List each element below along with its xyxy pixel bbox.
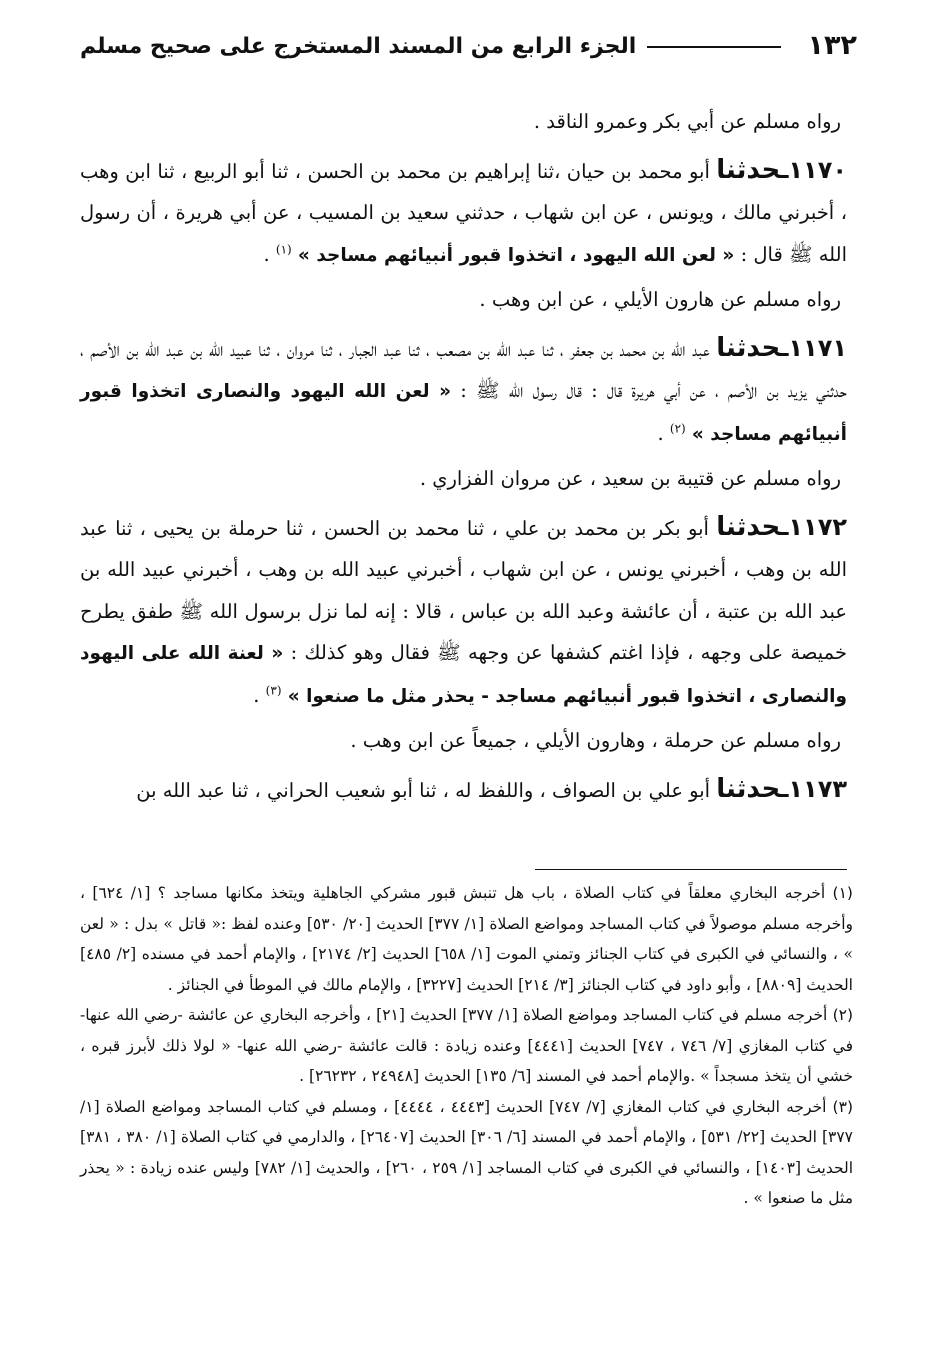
hadith-1171: ١١٧١ـحدثنا عبد الله بن محمد بن جعفر ، ثنا عبد الله بن مصعب ، ثنا عبد الجبار ، ثنا مروان ، ثنا عبيد الله بن عبد الله بن الأصم ، حدثني يزيد بن الأصم ، عن أبي هريرة قال : قال رسول الله ﷺ : « لعن الله اليهود والنصارى اتخذوا قبور أنبيائهم مساجد » $^{(٢)}$ .	[80, 332, 847, 445]
haddathana-word: حدثنا	[716, 154, 781, 185]
footnotes	[80, 878, 853, 1214]
footnote-3	[80, 1092, 853, 1214]
footnote-text: أخرجه البخاري في كتاب المغازي [٧/ ٧٤٧] الحديث [٤٤٤٣ ، ٤٤٤٤] ، ومسلم في كتاب المساجد ومواضع الصلاة [١/ ٣٧٧] الحديث [٢٢/ ٥٣١] ، والإمام أحمد في المسند [٦/ ٣٠٦] الحديث [٢٦٤٠٧] ، والدارمي في كتاب الصلاة [١/ ٣٨٠ ، ٣٨١] الحديث [١٤٠٣] ، والنسائي في الكبرى في كتاب المساجد [١/ ٢٥٩ ، ٢٦٠] ، والحديث [١/ ٧٨٢] وليس عنده زيادة : « يحذر مثل ما صنعوا » .	[80, 1097, 854, 1207]
page-header	[80, 26, 857, 70]
footnote-ref: (٣)	[265, 683, 282, 697]
hadith-number: ١١٧١	[788, 333, 847, 362]
hadith-1170: ١١٧٠ـحدثنا أبو محمد بن حيان ،ثنا إبراهيم بن محمد بن الحسن ، ثنا أبو الربيع ، ثنا ابن وهب ، أخبرني مالك ، ويونس ، عن ابن شهاب ، حدثني سعيد بن المسيب ، عن أبي هريرة ، أن رسول الله ﷺ قال : « لعن الله اليهود ، اتخذوا قبور أنبيائهم مساجد » $^{(١)}$ .	[80, 154, 847, 266]
footnote-label: (٢)	[832, 1006, 854, 1024]
narration-note: رواه مسلم عن أبي بكر وعمرو الناقد .	[533, 110, 841, 133]
haddathana-word: حدثنا	[716, 511, 781, 542]
running-title: الجزء الرابع من المسند المستخرج على صحيح مسلم	[80, 34, 637, 59]
footnote-2	[80, 1000, 853, 1092]
hadith-1172: ١١٧٢ـحدثنا أبو بكر بن محمد بن علي ، ثنا محمد بن الحسن ، ثنا حرملة بن يحيى ، ثنا عبد الله بن وهب ، أخبرني يونس ، عن ابن شهاب ، أخبرني عبيد الله بن وهب ، أخبرني عبيد الله بن عبد الله بن عتبة ، أن عائشة وعبد الله بن عباس ، قالا : إنه لما نزل برسول الله ﷺ طفق يطرح خميصة على وجهه ، فإذا اغتم كشفها عن وجهه ﷺ فقال وهو كذلك : « لعنة الله على اليهود والنصارى ، اتخذوا قبور أنبيائهم مساجد - يحذر مثل ما صنعوا » $^{(٣)}$ .	[80, 511, 848, 707]
hadith-1173: ١١٧٣ـحدثنا أبو علي بن الصواف ، واللفظ له ، ثنا أبو شعيب الحراني ، ثنا عبد الله بن	[136, 773, 847, 804]
hadith-number: ١١٧٢	[788, 512, 847, 541]
footnote-ref: (٢)	[669, 421, 686, 435]
header-rule	[647, 46, 781, 48]
hadith-number: ١١٧٠	[788, 155, 847, 184]
haddathana-word: حدثنا	[716, 332, 781, 363]
main-text	[80, 98, 847, 811]
narration-note: رواه مسلم عن هارون الأيلي ، عن ابن وهب .	[479, 288, 841, 311]
hadith-chain: أبو علي بن الصواف ، واللفظ له ، ثنا أبو شعيب الحراني ، ثنا عبد الله بن	[136, 778, 711, 802]
narration-note: رواه مسلم عن حرملة ، وهارون الأيلي ، جميعاً عن ابن وهب .	[350, 729, 841, 752]
footnote-separator	[535, 869, 847, 870]
hadith-chain: أبو بكر بن محمد بن علي ، ثنا محمد بن الحسن ، ثنا حرملة بن يحيى ، ثنا عبد الله بن وهب ، أخبرني يونس ، عن ابن شهاب ، أخبرني عبيد الله بن وهب ، أخبرني عبيد الله بن عبد الله بن عتبة ، أن عائشة وعبد الله بن عباس ، قالا : إنه لما نزل برسول الله ﷺ طفق يطرح خميصة على وجهه ، فإذا اغتم كشفها عن وجهه ﷺ فقال وهو كذلك :	[80, 516, 848, 664]
footnote-ref: (١)	[275, 242, 292, 256]
footnote-text: أخرجه البخاري معلقاً في كتاب الصلاة ، باب هل تنبش قبور مشركي الجاهلية ويتخذ مكانها مساجد ؟ [١/ ٦٢٤] ، وأخرجه مسلم موصولاً في كتاب المساجد ومواضع الصلاة [١/ ٣٧٧] الحديث [٢٠/ ٥٣٠] وعنده لفظ :« قاتل » بدل : « لعن » ، والنسائي في الكبرى في كتاب الجنائز وتمني الموت [١/ ٦٥٨] الحديث [٢/ ٢١٧٤] ، والإمام أحمد في مسنده [٢/ ٤٨٥] الحديث [٨٨٠٩] ، وأبو داود في كتاب الجنائز [٣/ ٢١٤] الحديث [٣٢٢٧] ، والإمام مالك في الموطأ في الجنائز .	[80, 884, 854, 994]
narration-note: رواه مسلم عن قتيبة بن سعيد ، عن مروان الفزاري .	[419, 467, 841, 490]
footnote-1	[80, 878, 853, 1000]
sentence-end: .	[253, 683, 260, 707]
hadith-quote: « لعنة الله على اليهود والنصارى ، اتخذوا قبور أنبيائهم مساجد - يحذر مثل ما صنعوا »	[80, 643, 847, 707]
sentence-end: .	[657, 421, 664, 445]
hadith-number: ١١٧٣	[788, 774, 847, 803]
hadith-quote: « لعن الله اليهود ، اتخذوا قبور أنبيائهم مساجد »	[297, 244, 735, 266]
hadith-chain: أبو محمد بن حيان ،ثنا إبراهيم بن محمد بن الحسن ، ثنا أبو الربيع ، ثنا ابن وهب ، أخبرني مالك ، ويونس ، عن ابن شهاب ، حدثني سعيد بن المسيب ، عن أبي هريرة ، أن رسول الله ﷺ قال :	[80, 159, 847, 266]
footnote-text: أخرجه مسلم في كتاب المساجد ومواضع الصلاة [١/ ٣٧٧] الحديث [٢١] ، وأخرجه البخاري عن عائشة -رضي الله عنها- في كتاب المغازي [٧/ ٧٤٦ ، ٧٤٧] الحديث [٤٤٤١] وعنده زيادة : قالت عائشة -رضي الله عنها- « لولا ذلك لأبرز قبره ، خشي أن يتخذ مسجداً » .والإمام أحمد في المسند [٦/ ١٣٥] الحديث [٢٤٩٤٨ ، ٢٦٢٣٢] .	[80, 1006, 853, 1085]
hadith-quote: « لعن الله اليهود والنصارى اتخذوا قبور أنبيائهم مساجد »	[80, 381, 847, 445]
footnote-label: (١)	[832, 884, 853, 902]
hadith-chain: عبد الله بن محمد بن جعفر ، ثنا عبد الله بن مصعب ، ثنا عبد الجبار ، ثنا مروان ، ثنا عبيد الله بن عبد الله بن الأصم ، حدثني يزيد بن الأصم ، عن أبي هريرة قال : قال رسول الله ﷺ :	[80, 337, 847, 402]
haddathana-word: حدثنا	[716, 773, 781, 804]
footnote-label: (٣)	[832, 1097, 853, 1116]
sentence-end: .	[263, 242, 270, 266]
page-number: ١٣٢	[807, 30, 857, 61]
